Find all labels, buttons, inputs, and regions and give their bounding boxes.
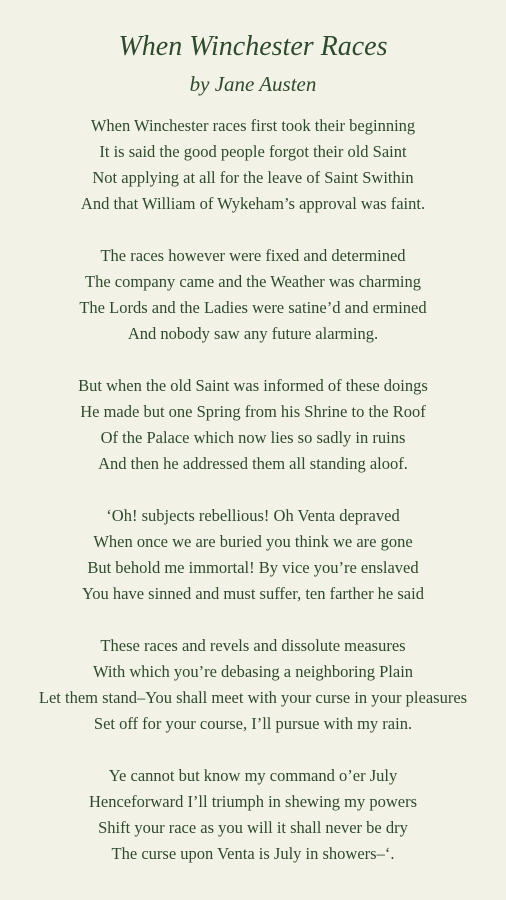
poem-line: When once we are buried you think we are gone — [93, 532, 413, 551]
stanza-3 — [0, 373, 506, 477]
poem-line: The company came and the Weather was charming — [84, 272, 422, 291]
poem-line: Set off for your course, I’ll pursue with my rain. — [93, 714, 413, 733]
poem-body — [0, 113, 506, 867]
poem-line: ‘Oh! subjects rebellious! Oh Venta depraved — [106, 506, 400, 525]
stanza-2 — [0, 243, 506, 347]
poem-line: The races however were fixed and determined — [100, 246, 406, 265]
poem-line: With which you’re debasing a neighboring Plain — [92, 662, 414, 681]
poem-line: He made but one Spring from his Shrine to the Roof — [80, 402, 426, 421]
poem-line: Shift your race as you will it shall never be dry — [98, 818, 408, 837]
poem-line: Ye cannot but know my command o’er July — [108, 766, 398, 785]
poem-line: And nobody saw any future alarming. — [127, 324, 379, 343]
poem-line: Henceforward I’ll triumph in shewing my powers — [88, 792, 418, 811]
poem-line: Of the Palace which now lies so sadly in ruins — [100, 428, 406, 447]
stanza-1 — [0, 113, 506, 217]
stanza-5 — [0, 633, 506, 737]
poem-line: Not applying at all for the leave of Saint Swithin — [92, 168, 414, 187]
stanza-6 — [0, 763, 506, 867]
poem-author: by Jane Austen — [189, 72, 317, 96]
poem-line: But when the old Saint was informed of these doings — [78, 376, 428, 395]
poem-line: The Lords and the Ladies were satine’d and ermined — [79, 298, 427, 317]
poem-line: Let them stand–You shall meet with your curse in your pleasures — [38, 688, 468, 707]
poem-line: These races and revels and dissolute measures — [100, 636, 406, 655]
poem-line: It is said the good people forgot their old Saint — [99, 142, 407, 161]
poem-line: And then he addressed them all standing aloof. — [98, 454, 408, 473]
poem-line: But behold me immortal! By vice you’re enslaved — [87, 558, 419, 577]
poem-line: When Winchester races first took their beginning — [90, 116, 416, 135]
poem-line: You have sinned and must suffer, ten farther he said — [82, 584, 424, 603]
stanza-4 — [0, 503, 506, 607]
poem-title: When Winchester Races — [118, 31, 388, 62]
poem-line: The curse upon Venta is July in showers–‘. — [111, 844, 395, 863]
poem-line: And that William of Wykeham’s approval was faint. — [80, 194, 426, 213]
